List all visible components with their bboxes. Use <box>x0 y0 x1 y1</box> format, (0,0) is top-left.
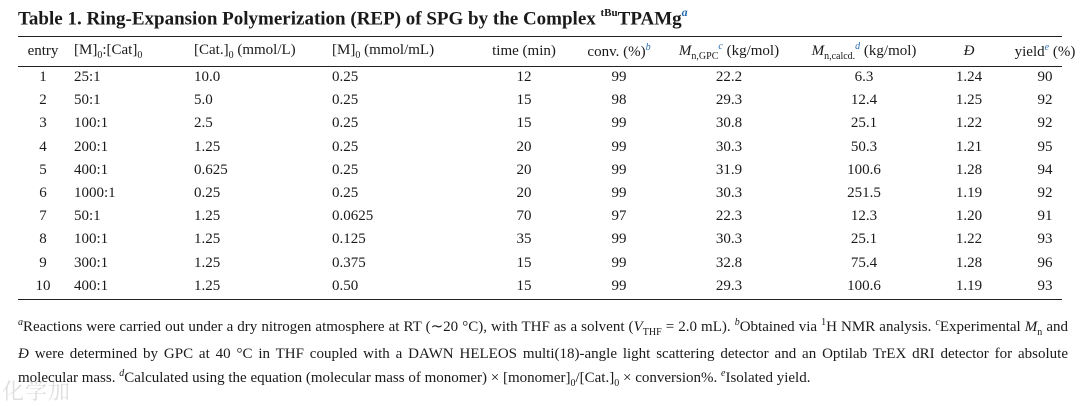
cell-cat-conc: 0.25 <box>194 185 221 202</box>
table-bottom-rule <box>18 299 1062 300</box>
header-entry: entry <box>27 43 59 59</box>
cell-yield: 90 <box>1037 69 1053 86</box>
cell-mn-gpc: 32.8 <box>715 254 743 271</box>
cell-ratio: 300:1 <box>74 254 109 271</box>
header-mn-calcd: $M_{n,calcd.}^d$ (kg/mol) <box>811 41 917 62</box>
cell-monomer-conc: 0.375 <box>332 254 366 271</box>
cell-time: 20 <box>516 185 532 202</box>
cell-time: 15 <box>516 277 532 294</box>
cell-ratio: 100:1 <box>74 231 109 248</box>
cell-time: 15 <box>516 254 532 271</box>
cell-monomer-conc: 0.25 <box>332 161 359 178</box>
header-yield: yield$^e$ (%) <box>1014 42 1076 60</box>
caption-compound: TPAMg <box>617 8 682 30</box>
cell-cat-conc: 5.0 <box>194 92 213 109</box>
cell-monomer-conc: 0.25 <box>332 69 359 86</box>
header-row <box>18 37 1080 66</box>
cell-conversion: 99 <box>611 69 627 86</box>
cell-mn-gpc: 30.3 <box>715 185 743 202</box>
cell-conversion: 99 <box>611 185 627 202</box>
footnote-d-sub2: 0 <box>614 378 620 389</box>
cell-mn-gpc: 22.3 <box>715 208 743 225</box>
cell-entry: 10 <box>35 277 51 294</box>
table-row <box>18 275 1080 298</box>
cell-mn-gpc: 30.3 <box>715 231 743 248</box>
cell-monomer-conc: 0.50 <box>332 277 359 294</box>
header-monomer-conc: $[M]_0$ (mmol/mL) <box>332 42 435 61</box>
header-mn-gpc: $M_{n,GPC}^c$ (kg/mol) <box>678 41 780 62</box>
cell-mn-calcd: 25.1 <box>850 231 878 248</box>
cell-yield: 92 <box>1037 115 1053 132</box>
cell-dispersity: 1.28 <box>955 254 983 271</box>
cell-mn-gpc: 30.3 <box>715 138 743 155</box>
cell-yield: 92 <box>1037 92 1053 109</box>
watermark-logo: 化学加 <box>2 380 72 405</box>
cell-conversion: 99 <box>611 161 627 178</box>
cell-time: 20 <box>516 161 532 178</box>
cell-conversion: 99 <box>611 277 627 294</box>
cell-entry: 6 <box>39 185 47 202</box>
cell-cat-conc: 10.0 <box>194 69 221 86</box>
footnote-c-and: and <box>1042 319 1068 335</box>
cell-mn-gpc: 29.3 <box>715 92 743 109</box>
cell-dispersity: 1.22 <box>955 231 983 248</box>
cell-conversion: 98 <box>611 92 627 109</box>
cell-mn-calcd: 100.6 <box>847 161 881 178</box>
footnote-d-text-mid: /[Cat.] <box>575 370 615 386</box>
cell-cat-conc: 2.5 <box>194 115 213 132</box>
cell-ratio: 25:1 <box>74 69 101 86</box>
table-row <box>18 89 1080 112</box>
header-time: time (min) <box>492 43 556 59</box>
cell-yield: 91 <box>1037 208 1053 225</box>
cell-time: 12 <box>516 69 532 86</box>
cell-mn-calcd: 251.5 <box>847 185 881 202</box>
footnote-a-text: Reactions were carried out under a dry nitrogen atmosphere at RT (∼20 °C), with THF as a solvent ( <box>23 319 634 335</box>
cell-mn-gpc: 29.3 <box>715 277 743 294</box>
footnote-b-text-end: H NMR analysis. <box>826 319 936 335</box>
cell-yield: 92 <box>1037 185 1053 202</box>
table-footnotes <box>18 313 1068 395</box>
cell-time: 15 <box>516 115 532 132</box>
cell-mn-calcd: 100.6 <box>847 277 881 294</box>
cell-mn-calcd: 50.3 <box>850 138 878 155</box>
footnote-b-sup: 1 <box>821 317 827 328</box>
cell-conversion: 99 <box>611 115 627 132</box>
cell-ratio: 50:1 <box>74 208 101 225</box>
caption-superscript: tBu <box>600 7 618 19</box>
cell-monomer-conc: 0.125 <box>332 231 366 248</box>
table-caption <box>18 6 1068 30</box>
footnote-c-mn: M <box>1024 319 1038 335</box>
cell-mn-gpc: 22.2 <box>715 69 743 86</box>
cell-entry: 5 <box>39 161 47 178</box>
cell-time: 20 <box>516 138 532 155</box>
cell-time: 70 <box>516 208 532 225</box>
caption-text: Table 1. Ring-Expansion Polymerization (REP) of SPG by the Complex <box>18 8 601 30</box>
footnote-a-text-end: = 2.0 mL). <box>661 319 735 335</box>
cell-mn-gpc: 31.9 <box>715 161 743 178</box>
footnote-d-sub1: 0 <box>570 378 576 389</box>
cell-dispersity: 1.28 <box>955 161 983 178</box>
cell-conversion: 97 <box>611 208 627 225</box>
cell-monomer-conc: 0.25 <box>332 92 359 109</box>
cell-ratio: 50:1 <box>74 92 101 109</box>
cell-yield: 93 <box>1037 277 1053 294</box>
table-row <box>18 252 1080 275</box>
footnote-d-text-end: × conversion%. <box>619 370 722 386</box>
cell-conversion: 99 <box>611 138 627 155</box>
table-row <box>18 66 1080 89</box>
cell-cat-conc: 1.25 <box>194 277 221 294</box>
cell-mn-calcd: 25.1 <box>850 115 878 132</box>
cell-yield: 93 <box>1037 231 1053 248</box>
footnote-e-text: Isolated yield. <box>725 370 811 386</box>
cell-entry: 9 <box>39 254 47 271</box>
cell-mn-gpc: 30.8 <box>715 115 743 132</box>
cell-cat-conc: 1.25 <box>194 231 221 248</box>
table-body <box>18 66 1080 298</box>
header-ratio: $[M]_0:[Cat]_0$ <box>74 42 143 61</box>
cell-dispersity: 1.19 <box>955 277 983 294</box>
data-table <box>18 37 1080 298</box>
footnote-e-mark: e <box>721 368 726 379</box>
cell-dispersity: 1.25 <box>955 92 983 109</box>
footnote-c-text: Experimental <box>939 319 1025 335</box>
table-row <box>18 182 1080 205</box>
cell-conversion: 99 <box>611 254 627 271</box>
cell-entry: 2 <box>39 92 47 109</box>
cell-ratio: 400:1 <box>74 277 109 294</box>
cell-time: 15 <box>516 92 532 109</box>
cell-entry: 1 <box>39 69 47 86</box>
cell-dispersity: 1.24 <box>955 69 983 86</box>
cell-cat-conc: 0.625 <box>194 161 228 178</box>
cell-dispersity: 1.20 <box>955 208 983 225</box>
cell-mn-calcd: 12.3 <box>850 208 878 225</box>
table-row <box>18 136 1080 159</box>
cell-mn-calcd: 6.3 <box>854 69 874 86</box>
cell-entry: 8 <box>39 231 47 248</box>
table-row <box>18 112 1080 135</box>
cell-dispersity: 1.19 <box>955 185 983 202</box>
cell-time: 35 <box>516 231 532 248</box>
cell-cat-conc: 1.25 <box>194 208 221 225</box>
cell-monomer-conc: 0.0625 <box>332 208 374 225</box>
cell-dispersity: 1.22 <box>955 115 983 132</box>
footnote-a-var: V <box>633 319 643 335</box>
cell-dispersity: 1.21 <box>955 138 983 155</box>
header-dispersity: Đ <box>963 43 975 59</box>
cell-monomer-conc: 0.25 <box>332 115 359 132</box>
table-row <box>18 205 1080 228</box>
cell-yield: 96 <box>1037 254 1053 271</box>
footnote-c-dispersity: Đ <box>18 345 29 362</box>
cell-conversion: 99 <box>611 231 627 248</box>
cell-yield: 95 <box>1037 138 1053 155</box>
cell-ratio: 100:1 <box>74 115 109 132</box>
cell-mn-calcd: 12.4 <box>850 92 878 109</box>
cell-mn-calcd: 75.4 <box>850 254 878 271</box>
header-cat-conc: $[Cat.]_0$ (mmol/L) <box>194 42 296 61</box>
caption-footnote-mark: a <box>681 5 688 19</box>
cell-monomer-conc: 0.25 <box>332 138 359 155</box>
cell-ratio: 1000:1 <box>74 185 116 202</box>
table-row <box>18 228 1080 251</box>
footnote-c-text-end: were determined by GPC at 40 °C in THF coupled with a DAWN HELEOS multi(18)-angle light scattering detector and an Optilab TrEX dRI detector for absolute molecular mass. <box>18 345 1068 386</box>
footnote-c-mn-sub: n <box>1037 327 1043 338</box>
cell-ratio: 200:1 <box>74 138 109 155</box>
cell-cat-conc: 1.25 <box>194 138 221 155</box>
footnote-d-text: Calculated using the equation (molecular mass of monomer) × [monomer] <box>124 370 571 386</box>
footnote-a-var-sub: THF <box>642 327 662 338</box>
footnote-a-mark: a <box>18 317 23 328</box>
cell-monomer-conc: 0.25 <box>332 185 359 202</box>
footnote-d-mark: d <box>119 368 125 379</box>
footnote-b-text: Obtained via <box>739 319 822 335</box>
table-row <box>18 159 1080 182</box>
header-conversion: conv. (%)$^b$ <box>587 42 651 60</box>
cell-entry: 4 <box>39 138 47 155</box>
cell-ratio: 400:1 <box>74 161 109 178</box>
cell-entry: 7 <box>39 208 47 225</box>
cell-cat-conc: 1.25 <box>194 254 221 271</box>
footnote-c-mark: c <box>935 317 940 328</box>
cell-yield: 94 <box>1037 161 1053 178</box>
cell-entry: 3 <box>39 115 47 132</box>
footnote-b-mark: b <box>734 317 740 328</box>
